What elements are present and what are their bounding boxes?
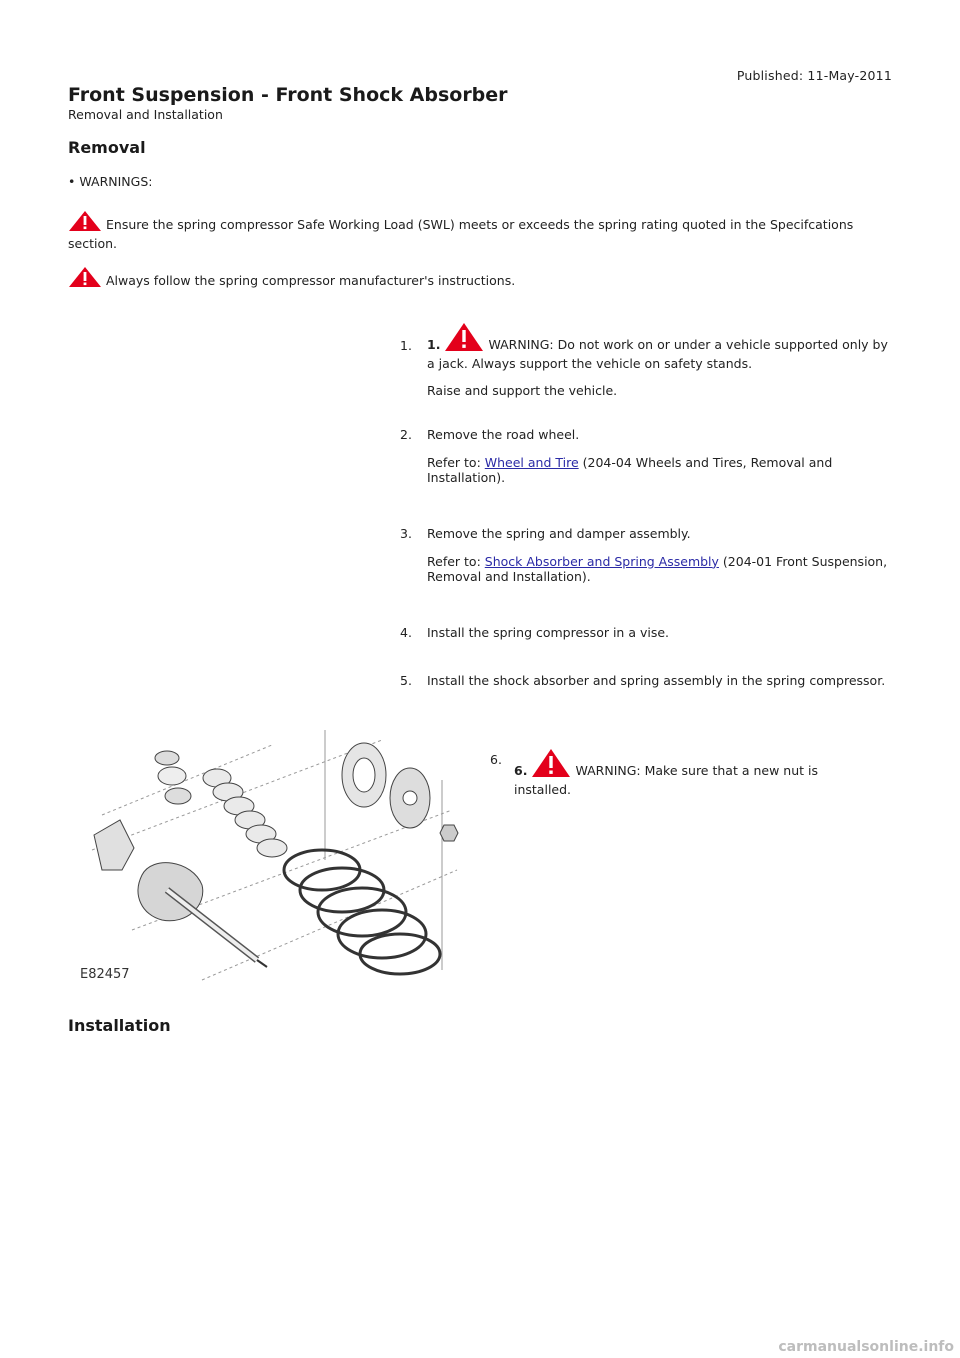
warning-swl (68, 210, 888, 251)
warning-triangle-icon (68, 266, 102, 292)
exploded-view-figure (72, 720, 464, 990)
step-number: 5. (400, 673, 412, 688)
step-text: Remove the spring and damper assembly. (427, 526, 691, 541)
watermark: carmanualsonline.info (778, 1338, 954, 1355)
link-shock-absorber-spring-assembly[interactable]: Shock Absorber and Spring Assembly (484, 553, 719, 569)
step-text: Remove the road wheel. (427, 427, 580, 442)
warning-manufacturer (68, 266, 888, 292)
warning-text: Always follow the spring compressor manufacturer's instructions. (106, 273, 516, 288)
removal-heading: Removal (68, 138, 146, 157)
link-wheel-and-tire[interactable]: Wheel and Tire (484, 454, 579, 470)
step-number: 4. (400, 625, 412, 640)
step-text: Install the shock absorber and spring assembly in the spring compressor. (427, 673, 886, 688)
step-number: 3. (400, 526, 412, 541)
warning-triangle-icon (68, 210, 102, 236)
refer-suffix: (204-01 Front Suspension, Removal and Installation). (427, 553, 888, 585)
warning-triangle-icon (444, 322, 484, 356)
figure-label: E82457 (80, 967, 130, 982)
warning-triangle-icon (531, 748, 571, 782)
warning-text: Ensure the spring compressor Safe Working Load (SWL) meets or exceeds the spring rating quoted in the Specifcations section. (68, 217, 854, 251)
step-text: Install the spring compressor in a vise. (427, 625, 669, 640)
shock-absorber-exploded-illustration (72, 720, 464, 990)
page-title: Front Suspension - Front Shock Absorber (68, 84, 508, 106)
step-warning: WARNING: Make sure that a new nut is installed. (514, 763, 818, 797)
page-subtitle: Removal and Installation (68, 107, 223, 122)
warnings-label: • WARNINGS: (68, 174, 153, 189)
step-text: Raise and support the vehicle. (427, 383, 618, 399)
refer-prefix: Refer to: (427, 454, 481, 470)
refer-suffix: (204-04 Wheels and Tires, Removal and Installation). (427, 454, 833, 486)
step-inline-number: 6. (514, 763, 528, 778)
step-number: 2. (400, 427, 412, 442)
step-number: 1. (400, 338, 412, 353)
step-warning: WARNING: Do not work on or under a vehicle supported only by a jack. Always support the vehicle on safety stands. (427, 337, 888, 371)
step-number: 6. (490, 752, 502, 767)
published-date: Published: 11-May-2011 (736, 68, 892, 83)
installation-heading: Installation (68, 1016, 171, 1035)
refer-prefix: Refer to: (427, 553, 481, 569)
step-inline-number: 1. (427, 337, 441, 352)
